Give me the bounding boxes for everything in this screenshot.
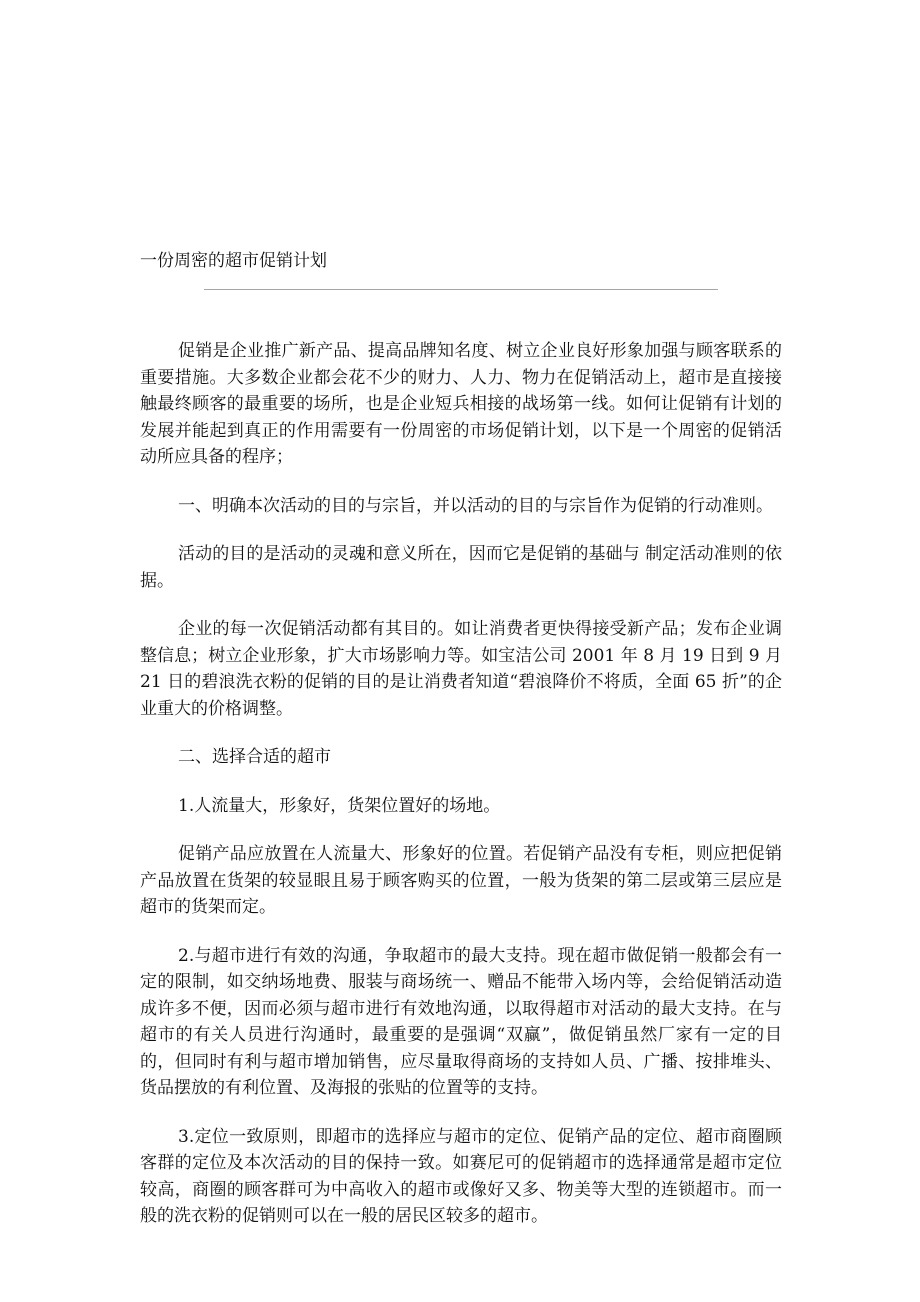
paragraph-point-three: 3.定位一致原则，即超市的选择应与超市的定位、促销产品的定位、超市商圈顾客群的定位及本次活动的目的保持一致。如赛尼可的促销超市的选择通常是超市定位较高，商圈的顾客群可为中高收入的超市或像好又多、物美等大型的连锁超市。而一般的洗衣粉的促销则可以在一般的居民区较多的超市。 [140,1126,782,1226]
paragraph-point-two: 2.与超市进行有效的沟通，争取超市的最大支持。现在超市做促销一般都会有一定的限制，如交纳场地费、服装与商场统一、赠品不能带入场内等，会给促销活动造成许多不便，因而必须与超市进行有效地沟通，以取得超市对活动的最大支持。在与超市的有关人员进行沟通时，最重要的是强调“双赢”，做促销虽然厂家有一定的目的，但同时有利与超市增加销售，应尽量取得商场的支持如人员、广播、按排堆头、货品摆放的有利位置、及海报的张贴的位置等的支持。 [140,945,782,1098]
paragraph-section-two-heading: 二、选择合适的超市 [178,747,331,767]
title-divider [204,289,718,290]
paragraph-intro: 促销是企业推广新产品、提高品牌知名度、树立企业良好形象加强与顾客联系的重要措施。大多数企业都会花不少的财力、人力、物力在促销活动上，超市是直接接触最终顾客的最重要的场所，也是企业短兵相接的战场第一线。如何让促销有计划的发展并能起到真正的作用需要有一份周密的市场促销计划，以下是一个周密的促销活动所应具备的程序； [140,341,782,467]
paragraph-example: 企业的每一次促销活动都有其目的。如让消费者更快得接受新产品；发布企业调整信息；树立企业形象，扩大市场影响力等。如宝洁公司 2001 年 8 月 19 日到 9 月 21 日的碧浪洗衣粉的促销的目的是让消费者知道“碧浪降价不将质，全面 65 折”的企业重大的价格调整。 [140,619,782,719]
paragraph-purpose: 活动的目的是活动的灵魂和意义所在，因而它是促销的基础与 制定活动准则的依据。 [140,544,782,591]
paragraph-placement: 促销产品应放置在人流量大、形象好的位置。若促销产品没有专柜，则应把促销产品放置在货架的较显眼且易于顾客购买的位置，一般为货架的第二层或第三层应是超市的货架而定。 [140,844,782,917]
document-body [140,338,782,1252]
paragraph-section-one-heading: 一、明确本次活动的目的与宗旨，并以活动的目的与宗旨作为促销的行动准则。 [178,495,773,516]
document-title: 一份周密的超市促销计划 [140,251,327,271]
paragraph-point-one: 1.人流量大，形象好，货架位置好的场地。 [178,795,501,816]
